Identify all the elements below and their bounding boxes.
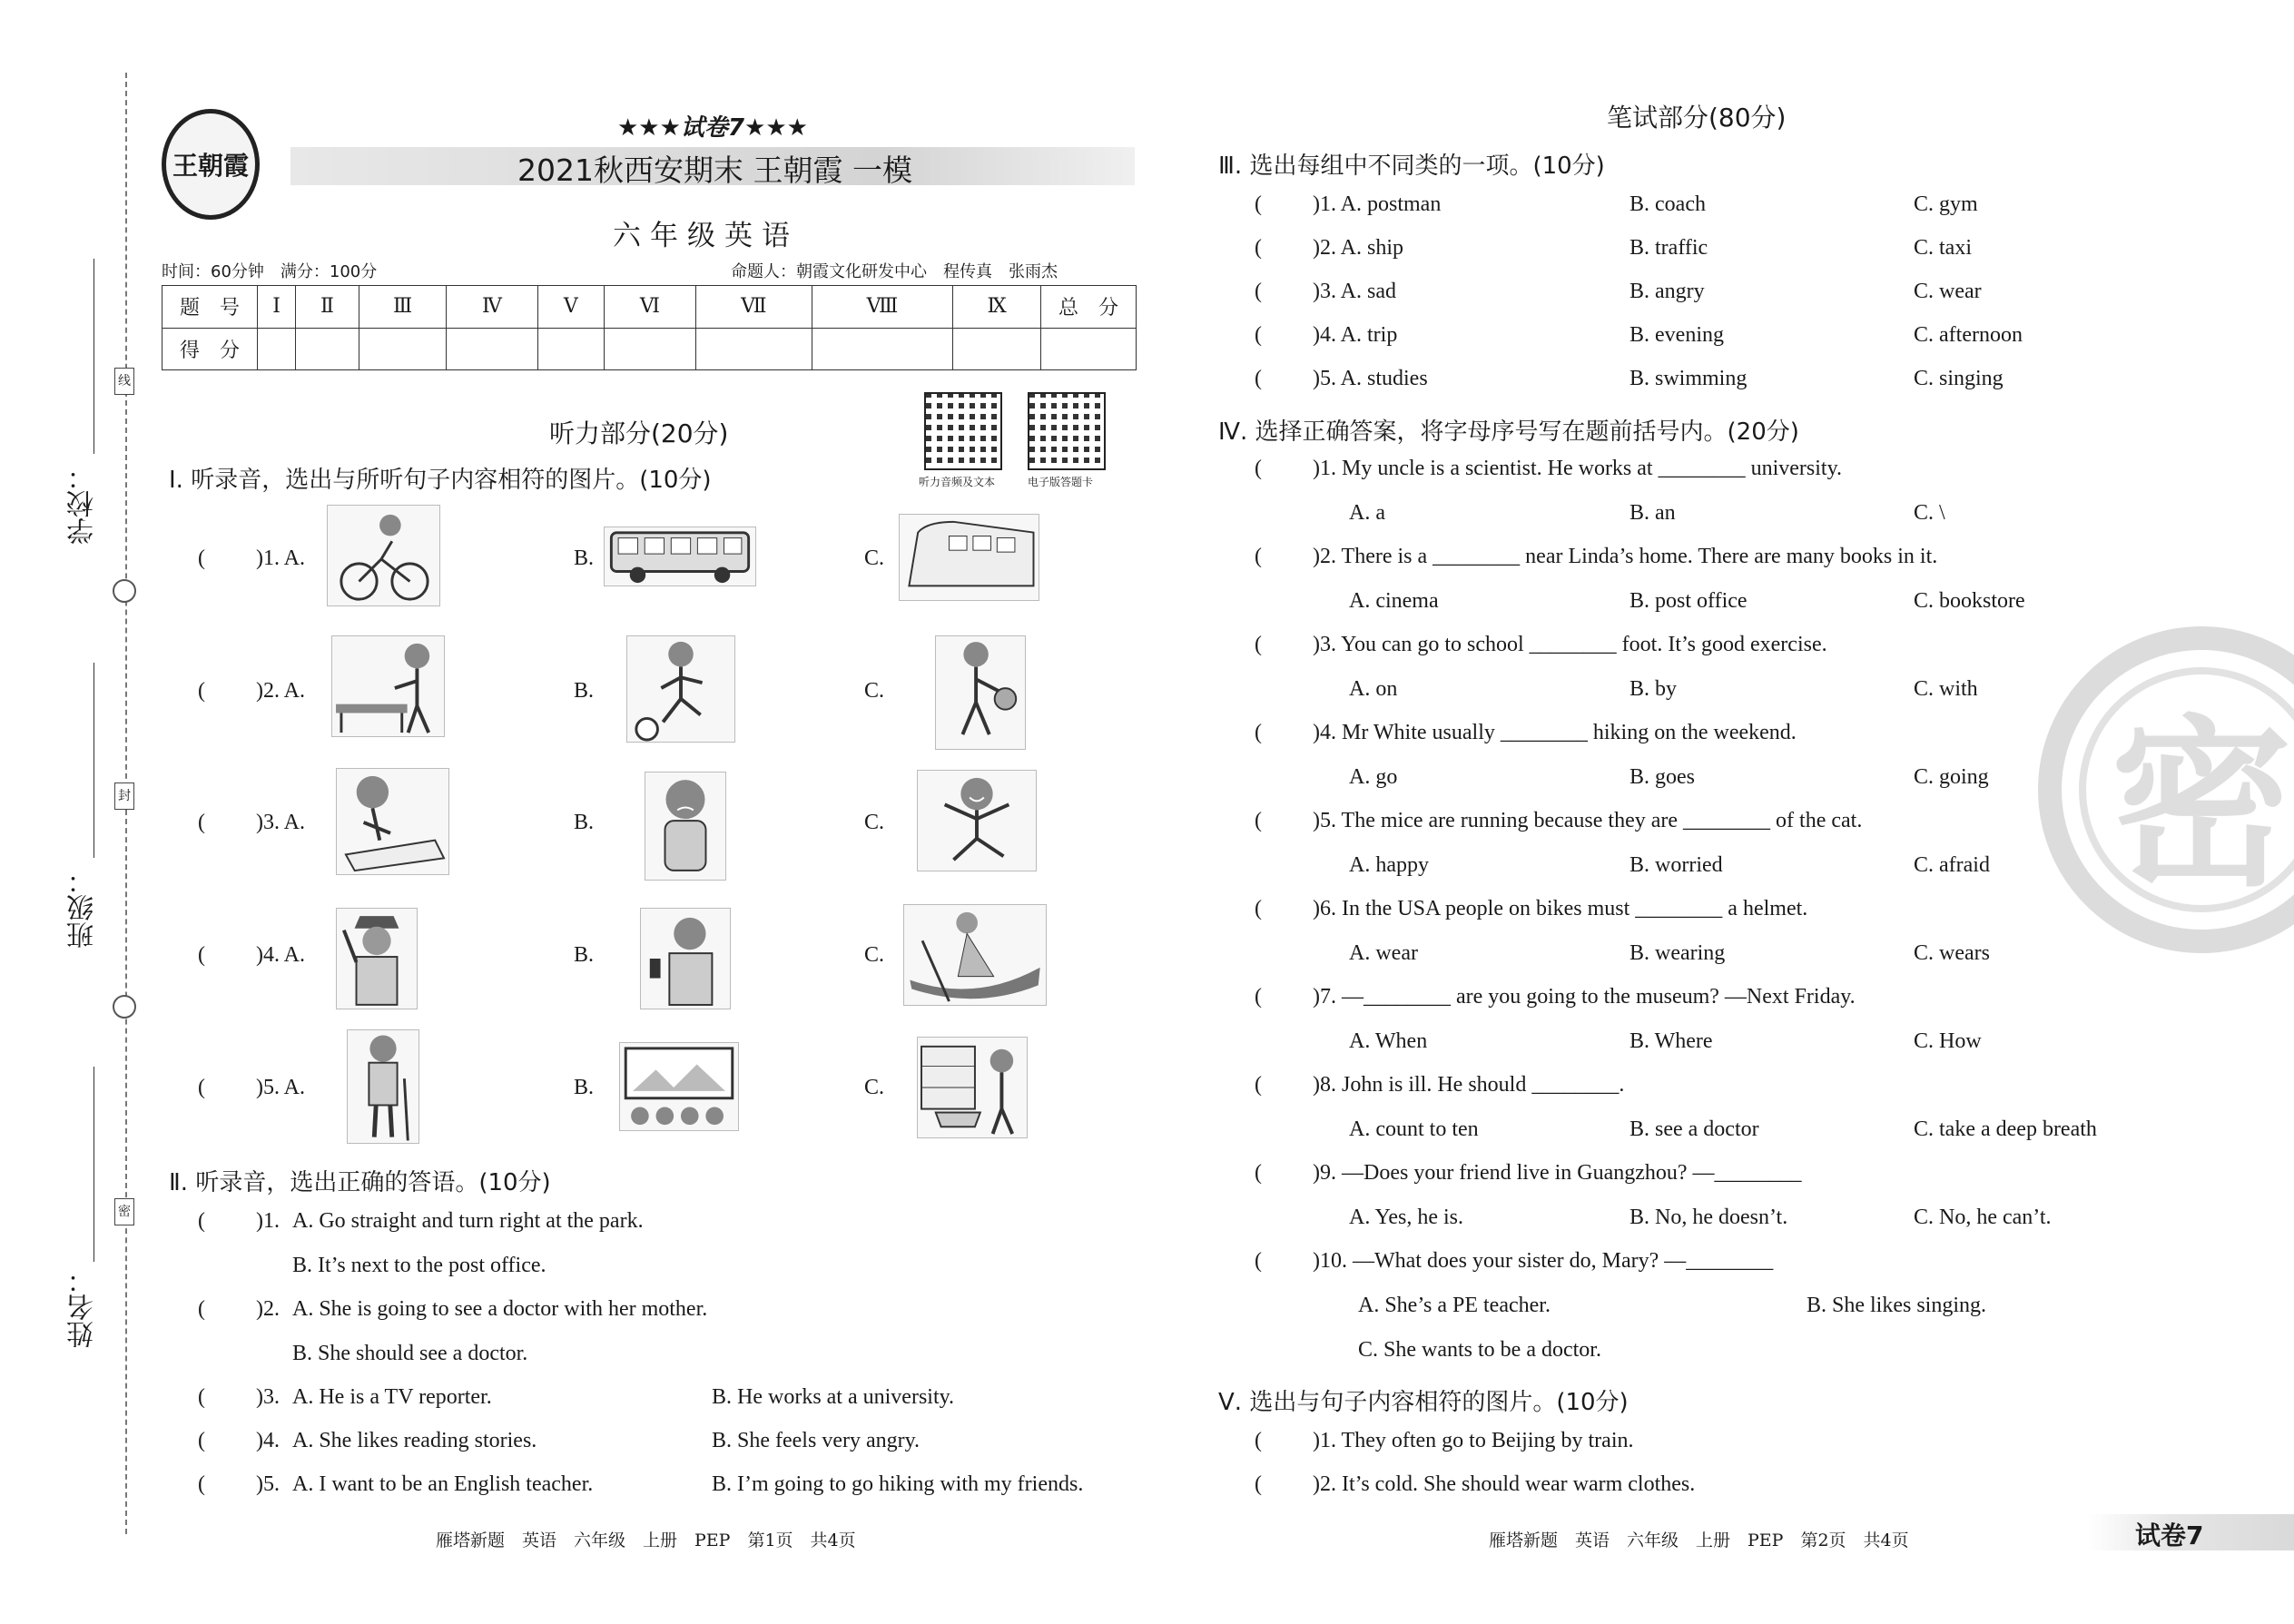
football-picture[interactable]: [626, 635, 735, 743]
sad-boy-picture[interactable]: [645, 772, 726, 881]
name-label: 姓名：: [67, 1266, 99, 1348]
option-a: A. I want to be an English teacher.: [292, 1472, 594, 1496]
option-a: A. She is going to see a doctor with her mother.: [292, 1297, 708, 1321]
binding-hole-2: [113, 995, 136, 1019]
section-3-title: Ⅲ. 选出每组中不同类的一项。(10分): [1218, 153, 1605, 180]
paper-tag: 试卷7: [2135, 1521, 2204, 1550]
class-label: 班级：: [67, 867, 99, 949]
police-picture[interactable]: [336, 908, 418, 1009]
footer-right: 雁塔新题 英语 六年级 上册 PEP 第2页 共4页: [1489, 1530, 1909, 1550]
option-b: B. She should see a doctor.: [292, 1342, 528, 1365]
exam-title: 2021秋西安期末 王朝霞 一模: [517, 153, 912, 188]
brand-logo: 王朝霞: [162, 109, 260, 220]
supermarket-picture[interactable]: [917, 1037, 1028, 1138]
option-a: A. He is a TV reporter.: [292, 1385, 492, 1409]
paper-number: ★★★试卷7★★★: [617, 114, 808, 142]
binding-mark-secret: 密: [114, 1198, 134, 1225]
homework-picture[interactable]: [336, 768, 449, 875]
boat-picture[interactable]: [903, 904, 1047, 1006]
option-b: B. He works at a university.: [712, 1385, 955, 1409]
bus-picture[interactable]: [604, 527, 756, 586]
reporter-picture[interactable]: [640, 908, 731, 1009]
listening-heading: 听力部分(20分): [549, 418, 729, 448]
basketball-picture[interactable]: [935, 635, 1026, 750]
footer-left: 雁塔新题 英语 六年级 上册 PEP 第1页 共4页: [436, 1530, 856, 1550]
ping-pong-picture[interactable]: [331, 635, 445, 737]
seal-watermark: 密: [2079, 667, 2294, 912]
left-page: 学校： 班级： 姓名： 线 封 密 王朝霞 ★★★试卷7★★★ 2021秋西安期末 王朝霞 一模 六年级英语 时间：60分钟 满分：100分 命题人：朝霞文化研发中心 程传真 张雨杰 题 号 Ⅰ Ⅱ Ⅲ Ⅳ Ⅴ Ⅵ Ⅶ Ⅷ Ⅸ 总 分 得 分 听力部分(20分) 听力音频及文本 电子版答题卡 Ⅰ. 听录音，选出与所听句子内容相符的图片。(10分) ( )1. A. B. C. ( )2. A. B. C. ( )3. A. B. C. ( )4. A. B. C. ( )5. A. B. C. Ⅱ. 听录音，选出正确的答语。(10分) ( )1. A. Go straight and turn right at the park. B. It’s next to the post office. ( )2. A. She is going to see a doctor with her mother. B. She should see a doctor. ( )3. A. He is a TV reporter. B. He works at a university. ( )4. A. She likes reading stories. B. She feels very angry. ( )5. A. I want to be an English teacher. B. I’m going to go hiking with my friends. 雁塔新题 英语 六年级 上册 PEP 第1页 共4页: [0, 0, 1171, 1624]
section-4-title: Ⅳ. 选择正确答案，将字母序号写在题前括号内。(20分): [1218, 418, 1799, 446]
qr-code-answer-sheet[interactable]: [1028, 392, 1106, 470]
section-5-title: Ⅴ. 选出与句子内容相符的图片。(10分): [1218, 1389, 1629, 1416]
school-label: 学校：: [67, 463, 99, 545]
qr-caption-answer-sheet: 电子版答题卡: [1028, 476, 1094, 488]
option-b: B. She feels very angry.: [712, 1429, 921, 1452]
option-a: A. She likes reading stories.: [292, 1429, 537, 1452]
section-2-title: Ⅱ. 听录音，选出正确的答语。(10分): [169, 1169, 551, 1196]
hiking-picture[interactable]: [347, 1029, 419, 1144]
option-b: B. It’s next to the post office.: [292, 1254, 546, 1277]
bicycle-picture[interactable]: [327, 505, 440, 606]
writing-heading: 笔试部分(80分): [1607, 103, 1787, 133]
option-b: B. I’m going to go hiking with my friends.: [712, 1472, 1084, 1496]
section-1-title: Ⅰ. 听录音，选出与所听句子内容相符的图片。(10分): [169, 467, 712, 494]
subject-title: 六年级英语: [613, 220, 799, 252]
binding-mark-line: 线: [114, 368, 134, 395]
cinema-picture[interactable]: [619, 1042, 739, 1131]
qr-caption-audio: 听力音频及文本: [919, 476, 996, 488]
option-a: A. Go straight and turn right at the park.: [292, 1209, 644, 1233]
score-table: [162, 285, 1137, 370]
binding-hole-1: [113, 579, 136, 603]
authors: 命题人：朝霞文化研发中心 程传真 张雨杰: [731, 262, 1058, 281]
right-page: 笔试部分(80分) Ⅲ. 选出每组中不同类的一项。(10分) ( )1. A. postman B. coach C. gym ( )2. A. ship B. traffic C. taxi ( )3. A. sad B. angry C. wear ( )4. A. trip B. evening C. afternoon ( )5. A. studies B. swimming C. singing Ⅳ. 选择正确答案，将字母序号写在题前括号内。(20分) ( )1. My uncle is a scientist. He works at ________ university. A. a B. an C. \ ( )2. There is a ________ near Linda’s home. There are many books in it. A. cinema B. post office C. bookstore ( )3. You can go to school ________ foot. It’s good exercise. A. on B. by C. with ( )4. Mr White usually ________ hiking on the weekend. A. go B. goes C. going ( )5. The mice are running because they are ________ of the cat. A. happy B. worried C. afraid ( )6. In the USA people on bikes must ________ a helmet. A. wear B. wearing C. wears ( )7. —________ are you going to the museum? —Next Friday. A. When B. Where C. How ( )8. John is ill. He should ________. A. count to ten B. see a doctor C. take a deep breath ( )9. —Does your friend live in Guangzhou? —________ A. Yes, he is. B. No, he doesn’t. C. No, he can’t. ( )10. —What does your sister do, Mary? —________ A. She’s a PE teacher. B. She likes singing. C. She wants to be a doctor. Ⅴ. 选出与句子内容相符的图片。(10分) ( )1. They often go to Beijing by train. ( )2. It’s cold. She should wear warm clothes. 雁塔新题 英语 六年级 上册 PEP 第2页 共4页: [1171, 0, 2294, 1624]
score-table-score-row: 得 分: [162, 328, 1137, 370]
happy-jumping-picture[interactable]: [917, 770, 1037, 871]
binding-mark-seal: 封: [114, 782, 134, 810]
time-info: 时间：60分钟 满分：100分: [162, 262, 378, 281]
train-picture[interactable]: [899, 514, 1039, 601]
score-table-header-row: 题 号 Ⅰ Ⅱ Ⅲ Ⅳ Ⅴ Ⅵ Ⅶ Ⅷ Ⅸ 总 分: [162, 286, 1137, 329]
qr-code-audio[interactable]: [924, 392, 1002, 470]
